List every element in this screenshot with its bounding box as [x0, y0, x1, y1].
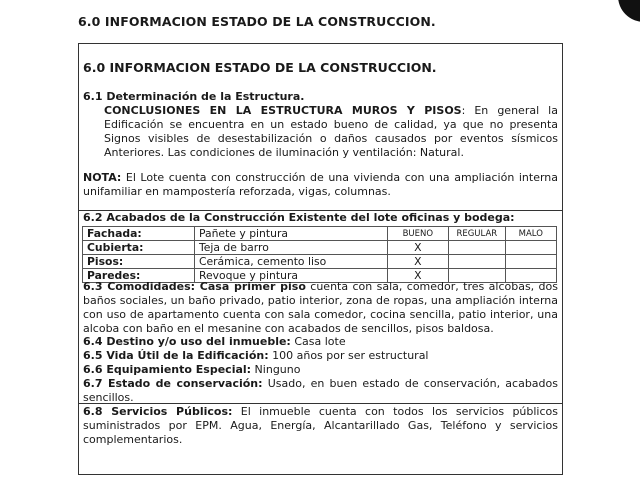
row-label: Paredes:	[83, 269, 195, 283]
nota-section	[79, 171, 562, 199]
section-6-2-heading: 6.2 Acabados de la Construcción Existente del lote oficinas y bodega:	[83, 211, 515, 224]
row-value: Teja de barro	[194, 241, 387, 255]
conclusion-label: CONCLUSIONES EN LA ESTRUCTURA MUROS Y PISOS	[104, 104, 462, 117]
header-regular: REGULAR	[449, 227, 505, 241]
page-title: 6.0 INFORMACION ESTADO DE LA CONSTRUCCION.	[78, 14, 436, 29]
section-6-8	[79, 405, 562, 447]
cell-bueno: X	[387, 255, 449, 269]
cell-malo	[505, 255, 556, 269]
cell-bueno: X	[387, 269, 449, 283]
section-6-5-label: 6.5 Vida Útil de la Edificación:	[83, 349, 269, 362]
header-bueno: BUENO	[387, 227, 449, 241]
section-6-3-text: cuenta con sala, comedor, tres alcobas, dos baños sociales, un baño privado, patio interior, zona de ropas, una ampliación interna con uso de apartamento cuenta con sala comedor, cocina sencilla, patio interior, una alcoba con baño en el mesanine con acabados de sencillos, pisos baldosa.	[83, 280, 559, 335]
box-title: 6.0 INFORMACION ESTADO DE LA CONSTRUCCION.	[83, 60, 437, 75]
corner-decoration	[618, 0, 640, 22]
section-6-7-label: 6.7 Estado de conservación:	[83, 377, 263, 390]
section-6-5-text: 100 años por ser estructural	[268, 349, 429, 362]
section-6-8-label: 6.8 Servicios Públicos:	[83, 405, 233, 418]
section-6-5	[79, 349, 562, 363]
cell-bueno: X	[387, 241, 449, 255]
section-6-4	[79, 335, 562, 349]
section-6-3-label: 6.3 Comodidades: Casa primer piso	[83, 280, 306, 293]
nota-label: NOTA:	[83, 171, 122, 184]
section-6-6-text: Ninguno	[251, 363, 301, 376]
section-6-3	[79, 280, 562, 336]
section-6-4-text: Casa lote	[290, 335, 346, 348]
table-row	[83, 255, 557, 269]
section-6-7	[79, 377, 562, 405]
table-row	[83, 227, 557, 241]
section-6-1-body	[83, 104, 558, 160]
cell-regular	[449, 241, 505, 255]
row-label: Cubierta:	[83, 241, 195, 255]
row-value: Revoque y pintura	[194, 269, 387, 283]
row-value: Pañete y pintura	[194, 227, 387, 241]
box-title-section	[79, 61, 562, 76]
conclusion-text: : En general la Edificación se encuentra en un estado bueno de calidad, ya que no presenta Signos visibles de desestabilización o daños causados por eventos sísmicos Anteriores. Las condiciones de iluminación y ventilación: Natural.	[104, 104, 558, 159]
section-6-6	[79, 363, 562, 377]
row-value: Cerámica, cemento liso	[194, 255, 387, 269]
nota-text: El Lote cuenta con construcción de una vivienda con una ampliación interna unifamiliar en mampostería reforzada, vigas, columnas.	[83, 171, 558, 198]
table-row	[83, 241, 557, 255]
section-6-8-text: El inmueble cuenta con todos los servicios públicos suministrados por EPM. Agua, Energía, Alcantarillado Gas, Teléfono y servicios complementarios.	[83, 405, 558, 446]
section-6-2-heading-wrap	[79, 211, 562, 225]
section-6-6-label: 6.6 Equipamiento Especial:	[83, 363, 252, 376]
row-label: Pisos:	[83, 255, 195, 269]
construction-info-box	[78, 43, 563, 475]
cell-regular	[449, 255, 505, 269]
row-label: Fachada:	[83, 227, 195, 241]
acabados-table	[82, 226, 557, 283]
section-6-1-heading: 6.1 Determinación de la Estructura.	[83, 90, 305, 103]
cell-malo	[505, 241, 556, 255]
divider	[79, 403, 562, 404]
section-6-4-label: 6.4 Destino y/o uso del inmueble:	[83, 335, 291, 348]
header-malo: MALO	[505, 227, 556, 241]
section-6-1	[79, 90, 562, 160]
section-6-7-text: Usado, en buen estado de conservación, acabados sencillos.	[83, 377, 558, 404]
